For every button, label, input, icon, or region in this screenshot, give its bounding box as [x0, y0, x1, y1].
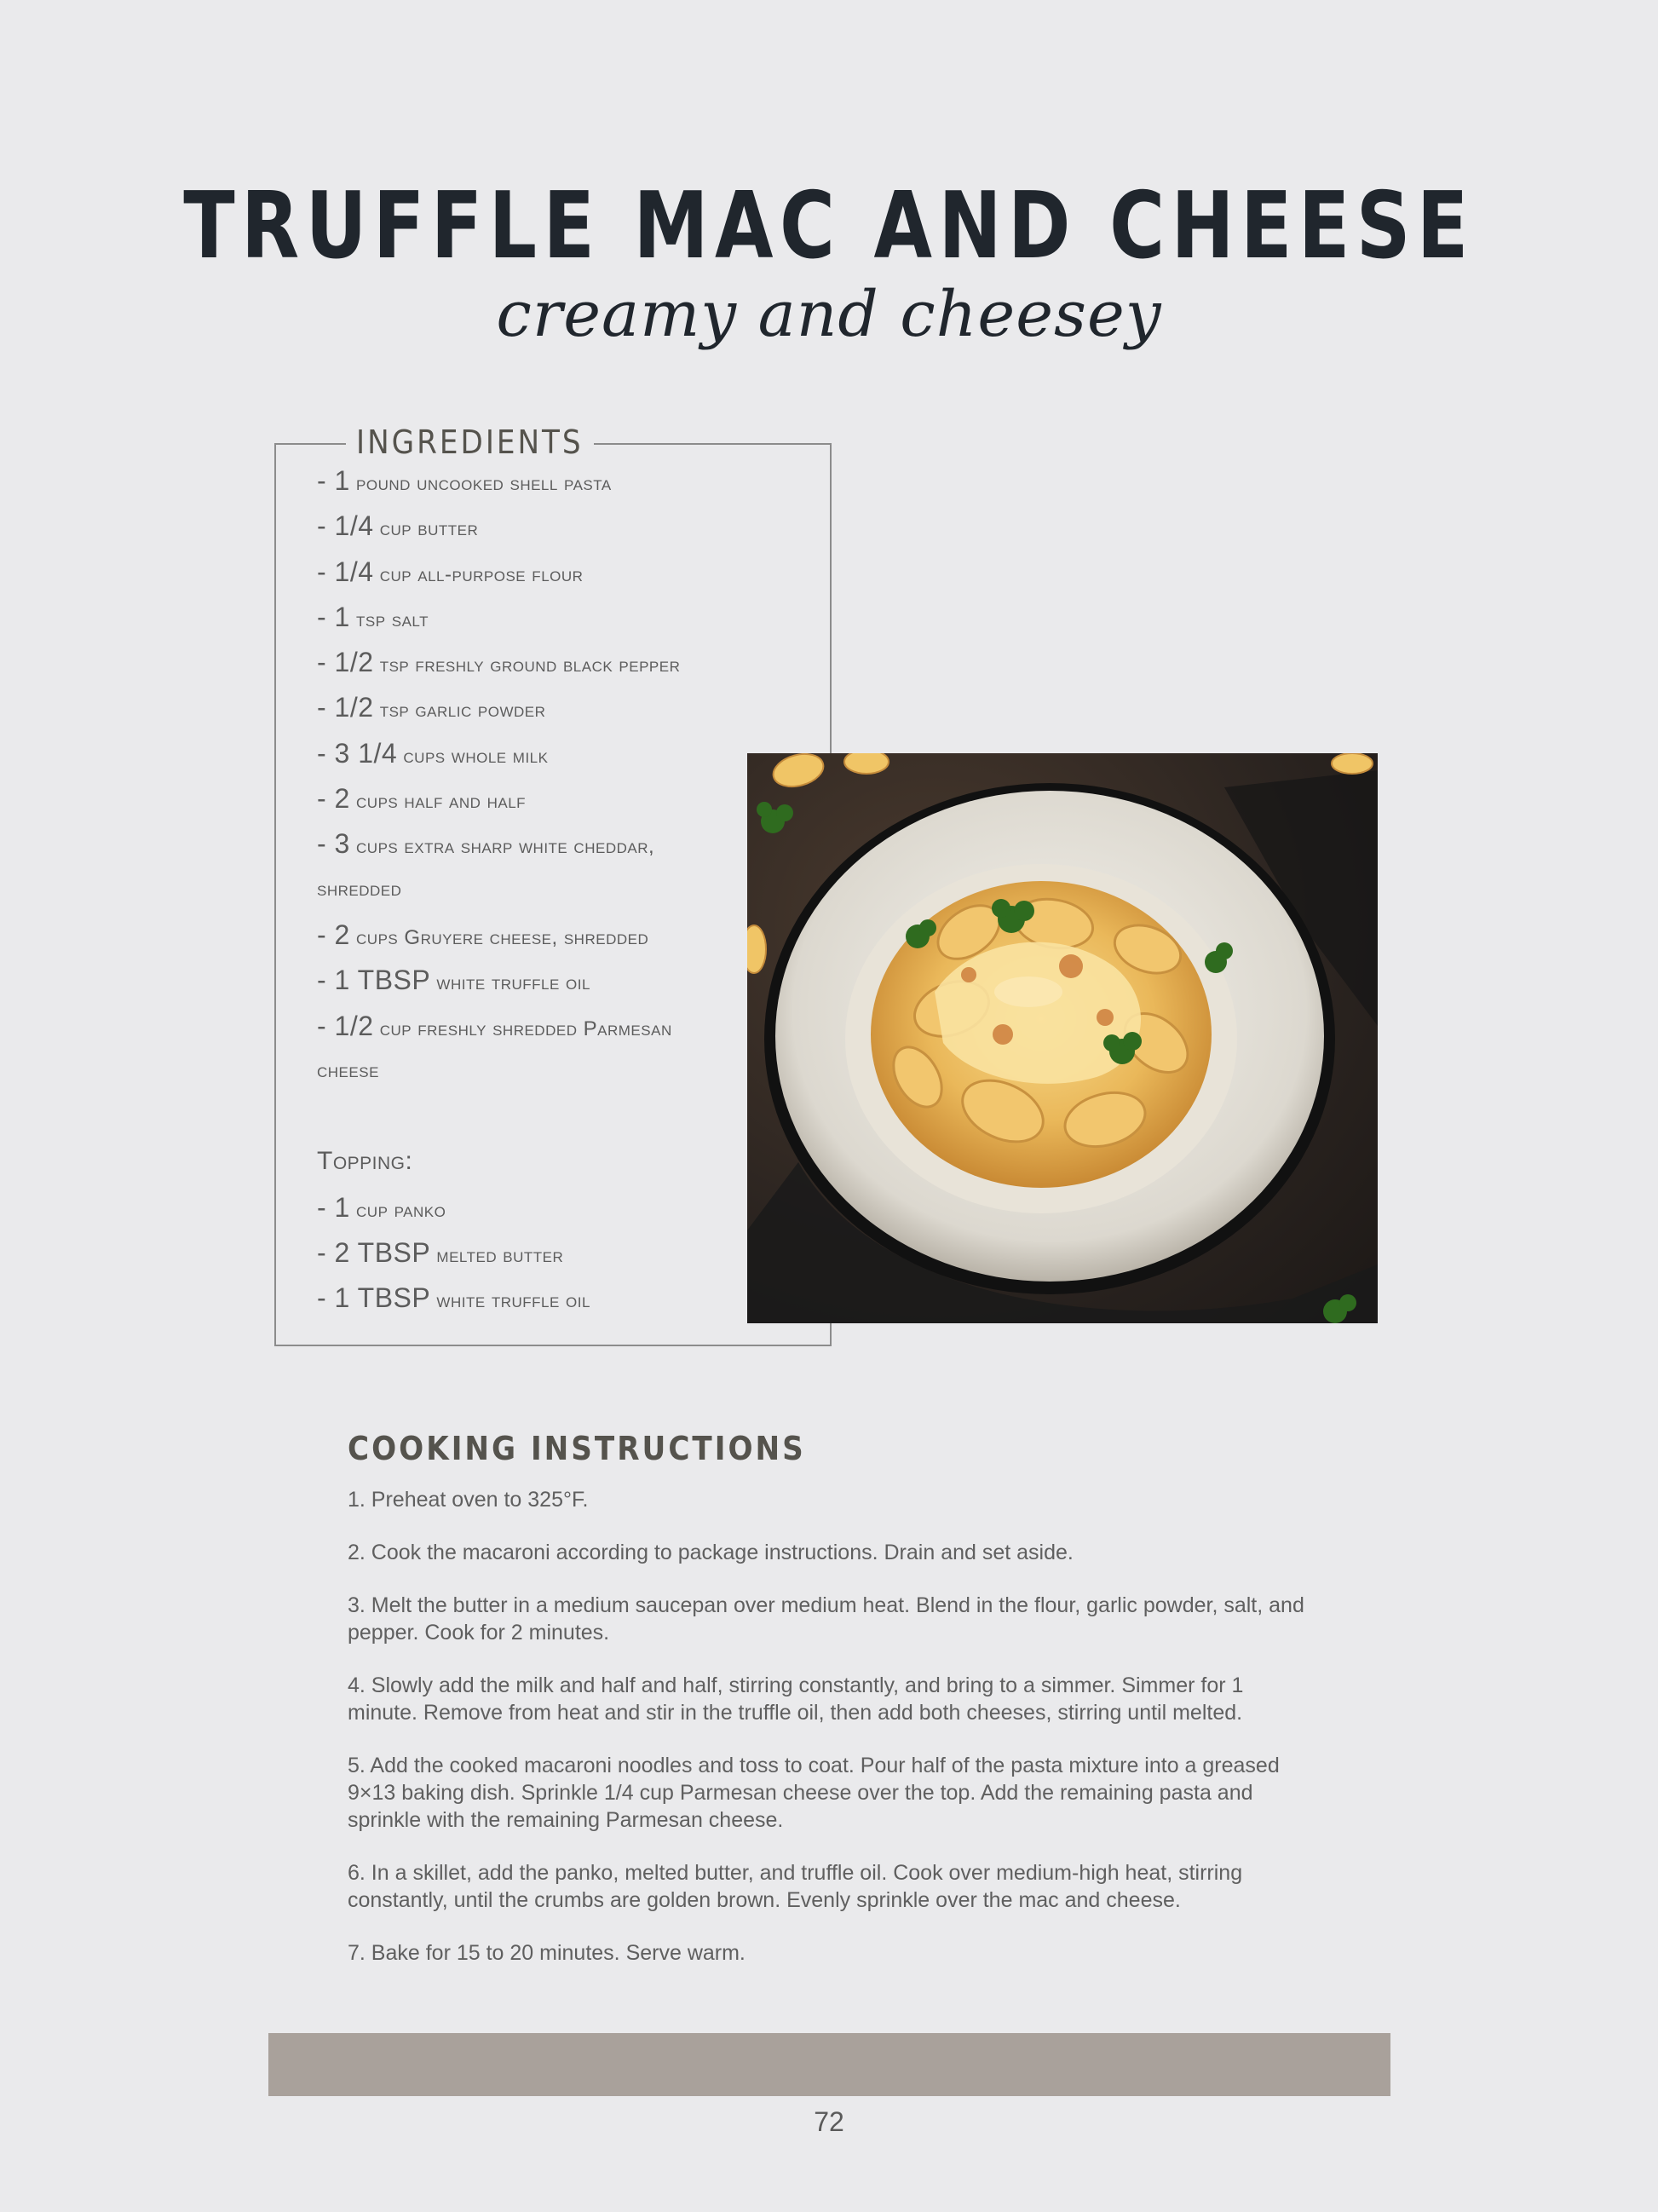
ingredient-qty: - 1 [317, 465, 350, 496]
topping-item [317, 1189, 760, 1234]
ingredient-qty: - 1/4 [317, 556, 374, 587]
ingredient-item [317, 553, 760, 598]
step-7: 7. Bake for 15 to 20 minutes. Serve warm. [348, 1941, 746, 1965]
ingredient-item [317, 961, 760, 1006]
ingredient-text: cups Gruyere cheese, shredded [356, 925, 649, 949]
ingredient-text: melted butter [436, 1244, 564, 1268]
ingredient-qty: - 1 TBSP [317, 1282, 431, 1314]
ingredient-qty: - 3 [317, 828, 350, 860]
ingredient-item [317, 734, 760, 780]
ingredient-item [317, 1052, 760, 1097]
step-5: 5. Add the cooked macaroni noodles and toss to coat. Pour half of the pasta mixture into a greased 9×13 baking dish. Sprinkle 1/4 cup Parmesan cheese over the top. Add the remaining pasta and sprinkle with the remaining Parmesan cheese. [348, 1754, 1280, 1832]
ingredient-qty: - 1/4 [317, 510, 374, 542]
ingredient-text: tsp salt [356, 608, 429, 631]
ingredient-text: shredded [317, 877, 402, 901]
ingredient-item [317, 871, 760, 916]
ingredient-text: cup panko [356, 1198, 446, 1222]
ingredient-text: cups whole milk [403, 744, 549, 768]
ingredient-item [317, 1007, 760, 1052]
cooking-instructions-heading: COOKING INSTRUCTIONS [348, 1430, 806, 1467]
ingredient-item [317, 688, 760, 734]
ingredient-text: cheese [317, 1058, 379, 1082]
ingredient-text: white truffle oil [436, 971, 590, 995]
ingredient-text: cups extra sharp white cheddar, [356, 835, 655, 859]
page-number: 72 [814, 2106, 844, 2137]
ingredient-item [317, 598, 760, 643]
ingredient-item [317, 780, 760, 825]
ingredient-text: pound uncooked shell pasta [356, 472, 612, 495]
ingredient-qty: - 1 [317, 1191, 350, 1223]
list-spacer [317, 1097, 760, 1143]
topping-item [317, 1234, 760, 1279]
ingredient-qty: - 1 TBSP [317, 965, 431, 996]
ingredient-text: white truffle oil [436, 1289, 590, 1313]
ingredient-text: tsp garlic powder [379, 699, 546, 723]
ingredient-qty: - 1/2 [317, 692, 374, 723]
ingredient-qty: - 1/2 [317, 647, 374, 678]
ingredient-qty: - 2 TBSP [317, 1237, 431, 1269]
step-2: 2. Cook the macaroni according to package instructions. Drain and set aside. [348, 1541, 1074, 1564]
ingredient-text: cups half and half [356, 790, 527, 814]
ingredient-qty: - 2 [317, 783, 350, 815]
topping-item [317, 1279, 760, 1324]
ingredient-qty: - 3 1/4 [317, 737, 398, 769]
step-1: 1. Preheat oven to 325°F. [348, 1488, 589, 1512]
ingredient-text: tsp freshly ground black pepper [379, 654, 681, 677]
ingredients-heading: INGREDIENTS [346, 423, 594, 463]
ingredient-text: cup freshly shredded Parmesan [379, 1017, 672, 1040]
ingredient-qty: - 1/2 [317, 1010, 374, 1041]
ingredient-qty: - 2 [317, 919, 350, 950]
step-6: 6. In a skillet, add the panko, melted butter, and truffle oil. Cook over medium-high heat, stirring constantly, until the crumbs are golden brown. Evenly sprinkle over the mac and cheese. [348, 1861, 1243, 1912]
recipe-title: TRUFFLE MAC AND CHEESE [183, 173, 1475, 279]
recipe-subtitle: creamy and cheesey [496, 278, 1162, 351]
footer-bar [268, 2033, 1390, 2096]
step-4: 4. Slowly add the milk and half and half, stirring constantly, and bring to a simmer. Simmer for 1 minute. Remove from heat and stir in the truffle oil, then add both cheeses, stirring until melted. [348, 1673, 1244, 1725]
ingredient-qty: - 1 [317, 601, 350, 632]
ingredient-item [317, 507, 760, 552]
ingredient-item [317, 825, 760, 870]
ingredient-text: cup all-purpose flour [379, 562, 584, 586]
ingredient-item [317, 643, 760, 688]
ingredients-list [317, 462, 760, 1325]
ingredient-text: cup butter [379, 517, 479, 541]
mac-and-cheese-photo [747, 753, 1378, 1323]
topping-label: Topping: [317, 1147, 413, 1176]
ingredient-item [317, 916, 760, 961]
step-3: 3. Melt the butter in a medium saucepan over medium heat. Blend in the flour, garlic powder, salt, and pepper. Cook for 2 minutes. [348, 1593, 1304, 1645]
ingredient-item [317, 462, 760, 507]
cooking-steps [348, 1486, 1319, 1992]
